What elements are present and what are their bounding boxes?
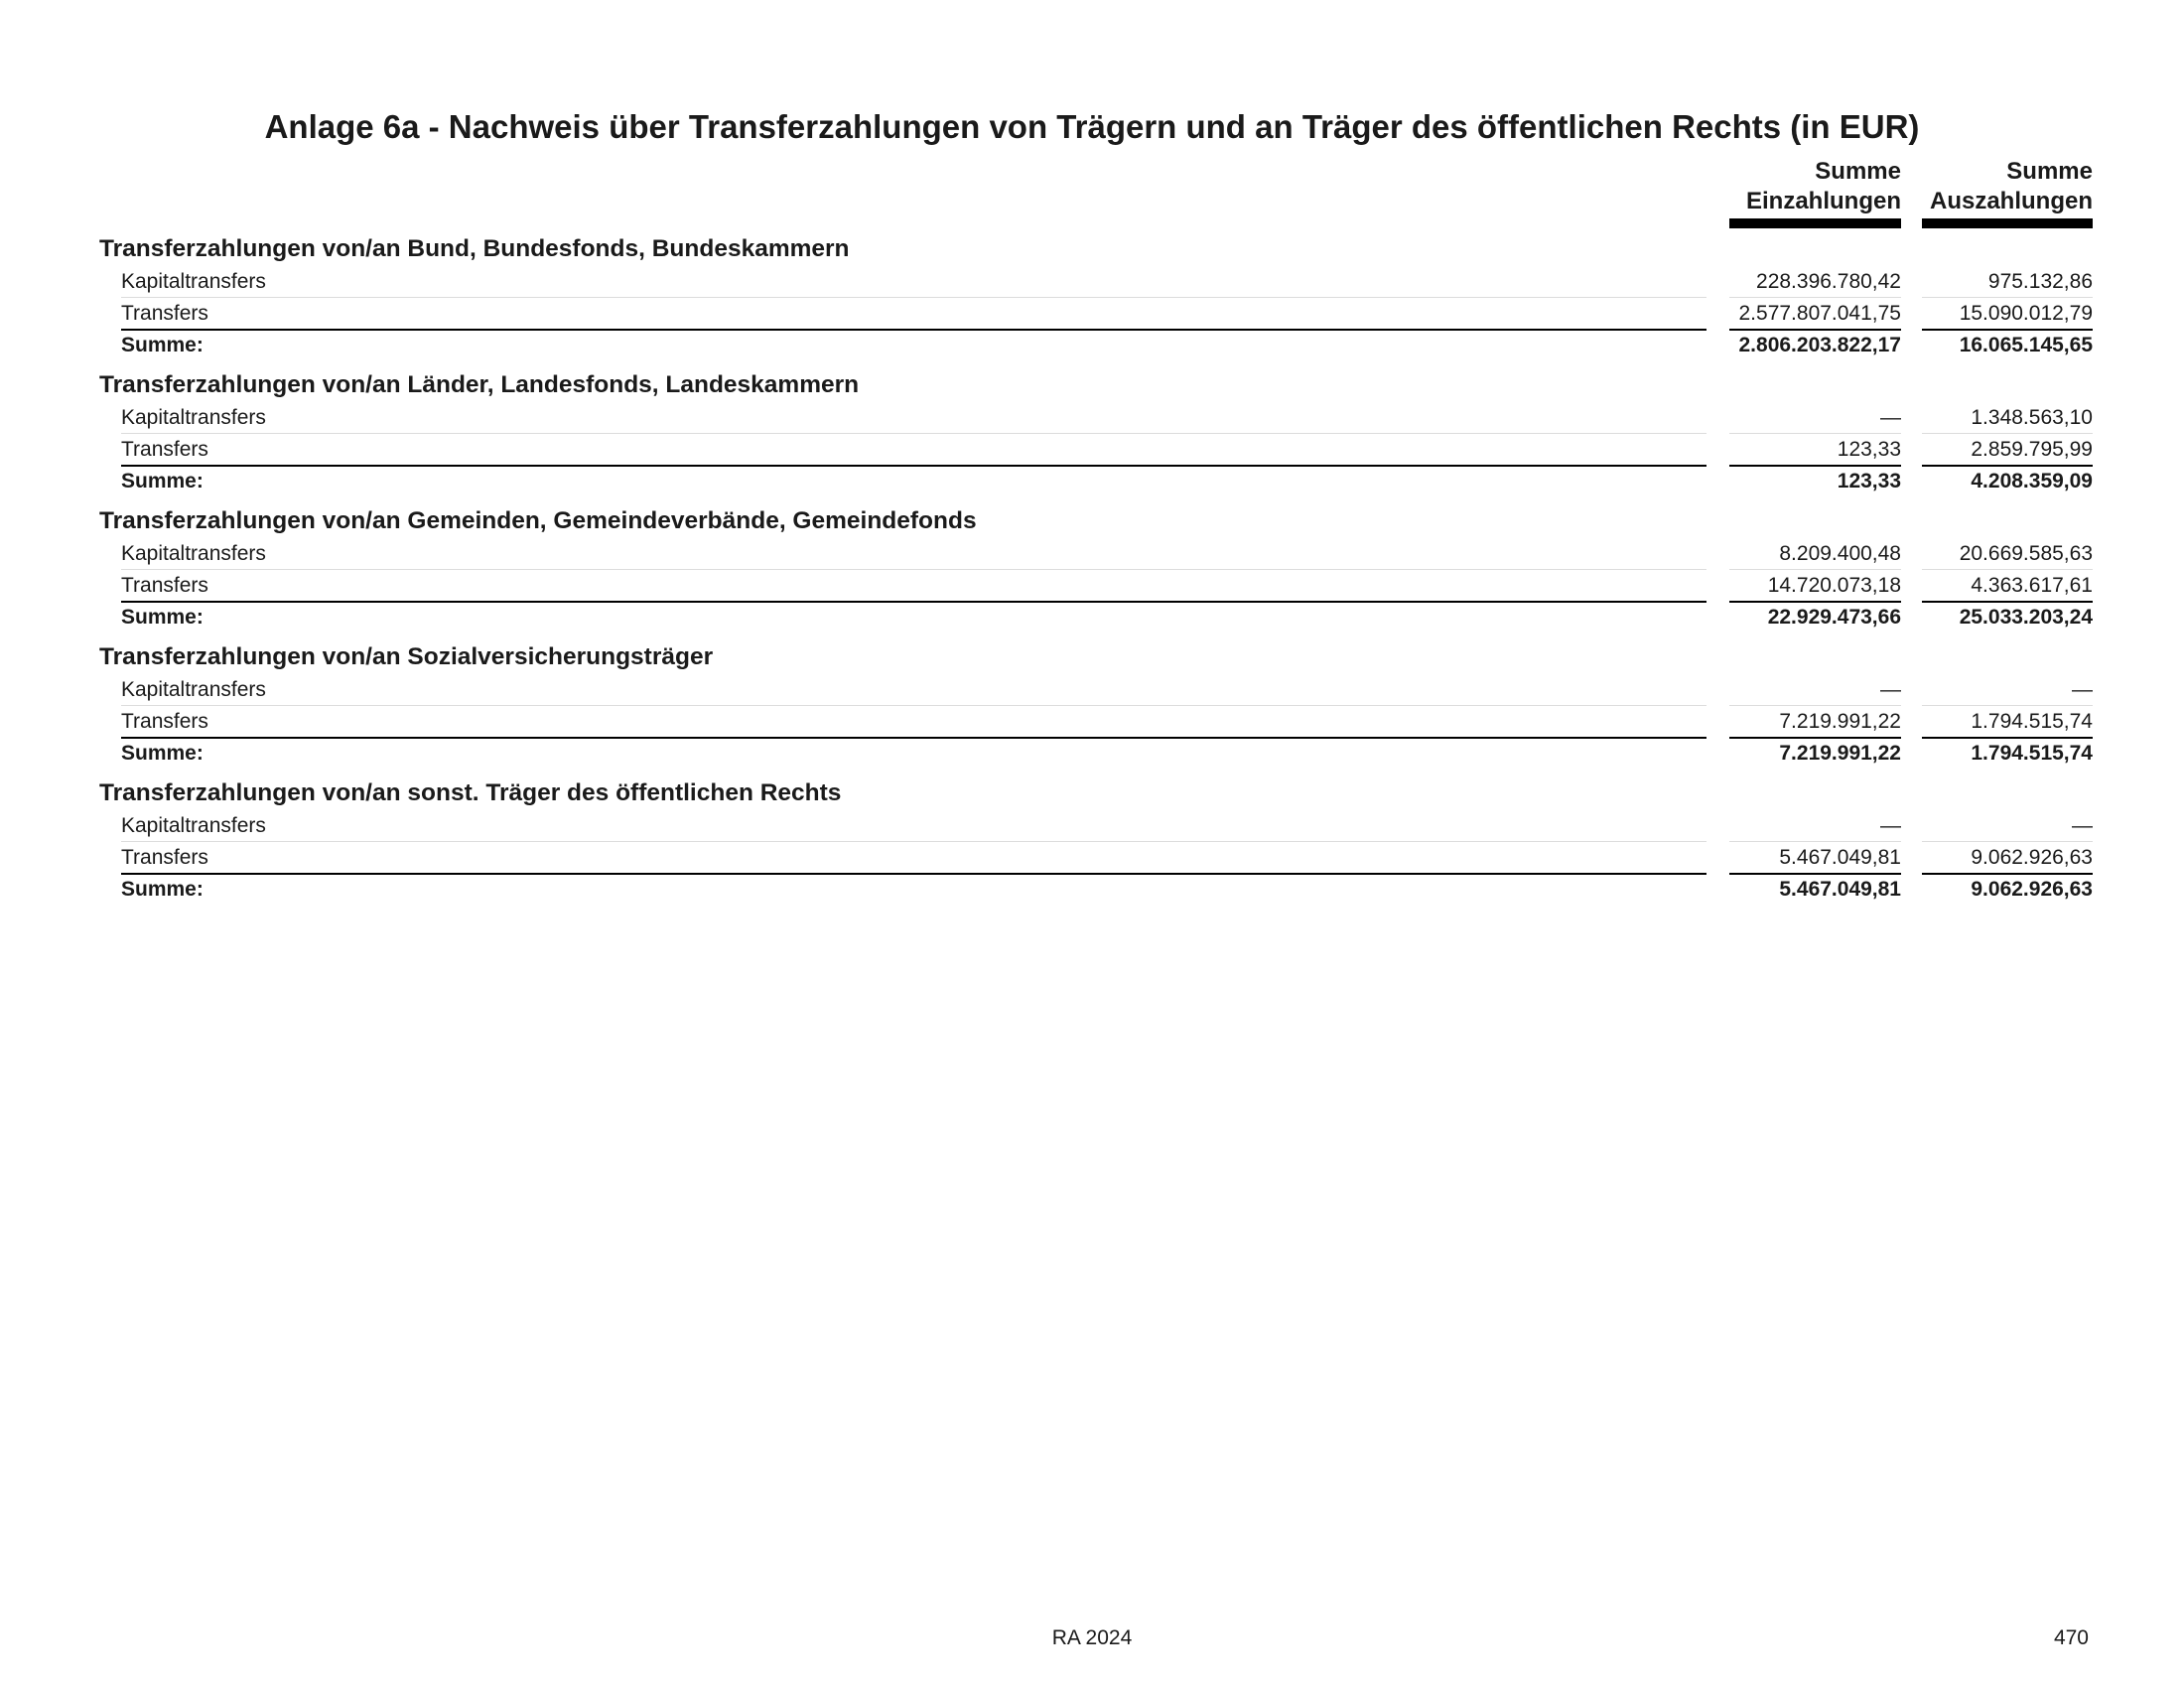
row-label: Kapitaltransfers (121, 266, 1706, 298)
cell-auszahlungen: 1.794.515,74 (1922, 706, 2093, 739)
cell-einzahlungen: 5.467.049,81 (1779, 878, 1901, 901)
page-title: Anlage 6a - Nachweis über Transferzahlungen von Trägern und an Träger des öffentlichen Rechts (in EUR) (264, 108, 1920, 145)
section-title: Transferzahlungen von/an Gemeinden, Gemeindeverbände, Gemeindefonds (99, 507, 977, 534)
table-row-kapitaltransfers (99, 538, 2093, 570)
cell-auszahlungen: 9.062.926,63 (1971, 878, 2093, 901)
cell-einzahlungen: — (1729, 810, 1901, 842)
cell-auszahlungen: 16.065.145,65 (1959, 334, 2093, 356)
table-row-transfers (99, 434, 2093, 466)
cell-einzahlungen: 228.396.780,42 (1729, 266, 1901, 298)
section-title: Transferzahlungen von/an Sozialversicherungsträger (99, 643, 714, 670)
cell-einzahlungen: 7.219.991,22 (1729, 706, 1901, 739)
column-header-auszahlungen (1922, 157, 2093, 228)
cell-auszahlungen: 975.132,86 (1922, 266, 2093, 298)
cell-einzahlungen: 7.219.991,22 (1779, 742, 1901, 765)
section-laender (99, 368, 2093, 497)
cell-auszahlungen: 4.208.359,09 (1971, 470, 2093, 492)
table-row-summe (99, 602, 2093, 633)
section-bund (99, 232, 2093, 361)
row-label: Transfers (121, 298, 1706, 331)
cell-auszahlungen: 4.363.617,61 (1922, 570, 2093, 603)
cell-auszahlungen: 1.348.563,10 (1922, 402, 2093, 434)
cell-einzahlungen: 22.929.473,66 (1767, 606, 1901, 629)
cell-einzahlungen: 14.720.073,18 (1729, 570, 1901, 603)
table-row-transfers (99, 570, 2093, 602)
row-label: Kapitaltransfers (121, 538, 1706, 570)
row-label: Summe: (121, 470, 204, 492)
table-row-summe (99, 466, 2093, 497)
row-label: Transfers (121, 434, 1706, 467)
cell-auszahlungen: 15.090.012,79 (1922, 298, 2093, 331)
row-label: Kapitaltransfers (121, 402, 1706, 434)
footer-report-label: RA 2024 (1051, 1626, 1133, 1649)
cell-auszahlungen: 1.794.515,74 (1971, 742, 2093, 765)
table-row-transfers (99, 842, 2093, 874)
section-title: Transferzahlungen von/an Bund, Bundesfonds, Bundeskammern (99, 235, 850, 262)
cell-einzahlungen: 5.467.049,81 (1729, 842, 1901, 875)
table-row-transfers (99, 298, 2093, 330)
table-row-transfers (99, 706, 2093, 738)
cell-einzahlungen: — (1729, 402, 1901, 434)
cell-einzahlungen: — (1729, 674, 1901, 706)
row-label: Summe: (121, 742, 204, 765)
row-label: Transfers (121, 842, 1706, 875)
row-label: Summe: (121, 334, 204, 356)
row-label: Transfers (121, 706, 1706, 739)
table-row-summe (99, 330, 2093, 361)
cell-einzahlungen: 123,33 (1729, 434, 1901, 467)
cell-auszahlungen: — (1922, 810, 2093, 842)
cell-auszahlungen: 9.062.926,63 (1922, 842, 2093, 875)
row-label: Summe: (121, 878, 204, 901)
cell-einzahlungen: 2.577.807.041,75 (1729, 298, 1901, 331)
row-label: Kapitaltransfers (121, 810, 1706, 842)
cell-einzahlungen: 8.209.400,48 (1729, 538, 1901, 570)
row-label: Summe: (121, 606, 204, 629)
cell-einzahlungen: 123,33 (1837, 470, 1901, 492)
table-row-kapitaltransfers (99, 674, 2093, 706)
column-header-einzahlungen (1729, 157, 1901, 228)
cell-auszahlungen: 2.859.795,99 (1922, 434, 2093, 467)
table-row-kapitaltransfers (99, 266, 2093, 298)
table-row-kapitaltransfers (99, 810, 2093, 842)
table-row-kapitaltransfers (99, 402, 2093, 434)
table-row-summe (99, 738, 2093, 770)
cell-auszahlungen: 20.669.585,63 (1922, 538, 2093, 570)
cell-auszahlungen: — (1922, 674, 2093, 706)
table-row-summe (99, 874, 2093, 906)
column-header-einzahlungen-line2: Einzahlungen (1746, 188, 1901, 214)
cell-einzahlungen: 2.806.203.822,17 (1738, 334, 1901, 356)
row-label: Kapitaltransfers (121, 674, 1706, 706)
cell-auszahlungen: 25.033.203,24 (1959, 606, 2093, 629)
column-header-einzahlungen-line1: Summe (1815, 158, 1901, 185)
section-sozialversicherung (99, 640, 2093, 770)
column-header-auszahlungen-line2: Auszahlungen (1929, 188, 2093, 214)
section-title: Transferzahlungen von/an Länder, Landesfonds, Landeskammern (99, 371, 860, 398)
section-title: Transferzahlungen von/an sonst. Träger des öffentlichen Rechts (99, 779, 842, 806)
page-number: 470 (2053, 1626, 2089, 1649)
section-gemeinden (99, 504, 2093, 633)
section-sonstige-traeger (99, 776, 2093, 906)
row-label: Transfers (121, 570, 1706, 603)
transfer-table (99, 232, 2093, 913)
column-header-auszahlungen-line1: Summe (2006, 158, 2093, 185)
